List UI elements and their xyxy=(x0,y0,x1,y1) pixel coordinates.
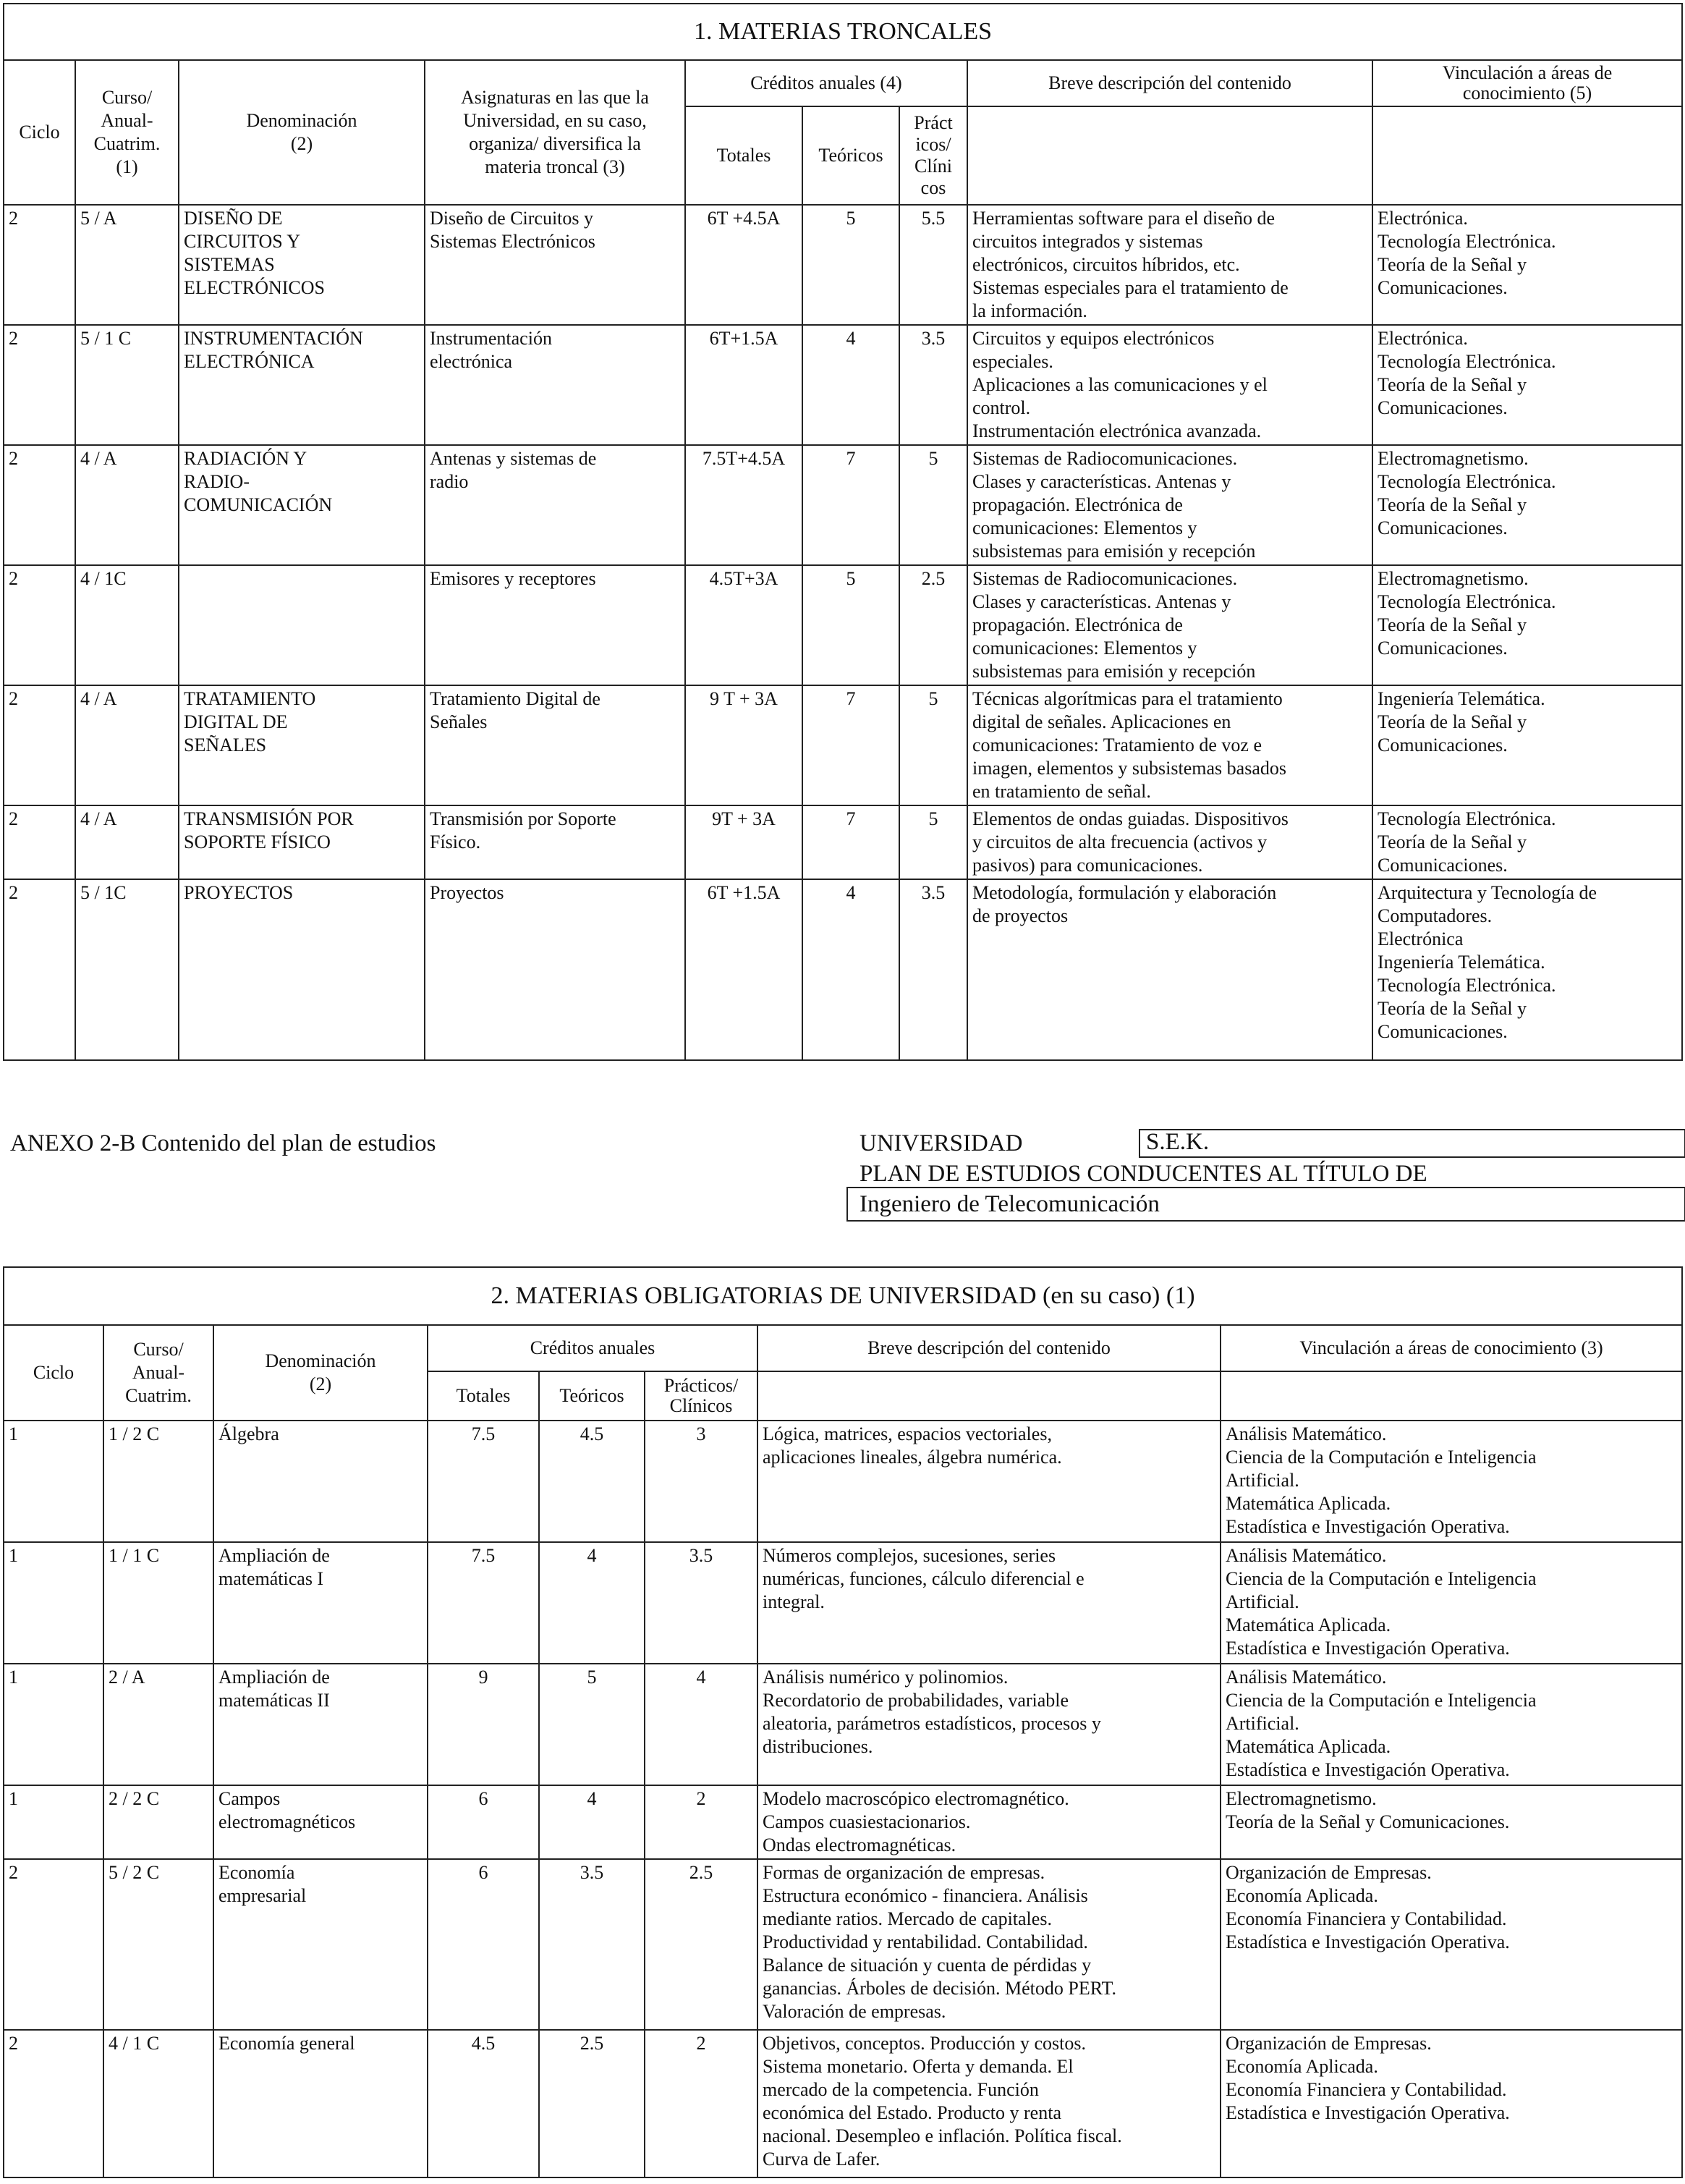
cell-asignaturas: Transmisión por Soporte Físico. xyxy=(425,805,685,879)
cell-vinculacion: Electromagnetismo. Tecnología Electrónica. Teoría de la Señal y Comunicaciones. xyxy=(1372,565,1682,685)
cell-asignaturas: Antenas y sistemas de radio xyxy=(425,445,685,565)
cell-asignaturas: Diseño de Circuitos y Sistemas Electrónicos xyxy=(425,205,685,325)
cell-descripcion: Modelo macroscópico electromagnético. Campos cuasiestacionarios. Ondas electromagnéticas. xyxy=(757,1785,1221,1859)
header-teoricos: Teóricos xyxy=(802,106,899,205)
cell-denominacion: Economía general xyxy=(213,2030,428,2177)
header-vinculacion-blank xyxy=(1372,106,1682,205)
anexo-label: ANEXO 2-B Contenido del plan de estudios xyxy=(10,1130,436,1156)
header-creditos: Créditos anuales xyxy=(428,1325,757,1371)
cell-vinculacion: Electrónica. Tecnología Electrónica. Teoría de la Señal y Comunicaciones. xyxy=(1372,205,1682,325)
cell-asignaturas: Emisores y receptores xyxy=(425,565,685,685)
cell-teoricos: 4 xyxy=(539,1542,645,1664)
cell-teoricos: 4 xyxy=(802,879,899,1060)
header-asignaturas: Asignaturas en las que la Universidad, en su caso, organiza/ diversifica la materia troncal (3) xyxy=(425,60,685,205)
cell-practicos: 2.5 xyxy=(645,1859,757,2030)
cell-practicos: 5.5 xyxy=(899,205,967,325)
cell-vinculacion: Organización de Empresas. Economía Aplicada. Economía Financiera y Contabilidad. Estadística e Investigación Operativa. xyxy=(1221,1859,1682,2030)
cell-ciclo: 1 xyxy=(4,1421,103,1542)
cell-curso: 1 / 2 C xyxy=(103,1421,213,1542)
header-curso: Curso/ Anual- Cuatrim. (1) xyxy=(75,60,179,205)
cell-teoricos: 4 xyxy=(802,325,899,445)
cell-denominacion: Campos electromagnéticos xyxy=(213,1785,428,1859)
table-row xyxy=(4,325,1682,445)
cell-totales: 4.5T+3A xyxy=(685,565,802,685)
cell-ciclo: 2 xyxy=(4,685,75,805)
materias-troncales-table xyxy=(3,3,1683,1061)
cell-ciclo: 2 xyxy=(4,2030,103,2177)
table-row xyxy=(4,879,1682,1060)
cell-totales: 6 xyxy=(428,1785,539,1859)
plan-label: PLAN DE ESTUDIOS CONDUCENTES AL TÍTULO DE xyxy=(860,1161,1427,1187)
header-descripcion-blank xyxy=(967,106,1372,205)
table2-body xyxy=(4,1421,1682,2177)
cell-totales: 9 xyxy=(428,1664,539,1785)
header-totales: Totales xyxy=(685,106,802,205)
cell-practicos: 2.5 xyxy=(899,565,967,685)
table-row xyxy=(4,445,1682,565)
cell-descripcion: Circuitos y equipos electrónicos especiales. Aplicaciones a las comunicaciones y el control. Instrumentación electrónica avanzada. xyxy=(967,325,1372,445)
universidad-box xyxy=(1139,1129,1685,1158)
cell-descripcion: Técnicas algorítmicas para el tratamiento digital de señales. Aplicaciones en comunicaciones: Tratamiento de voz e imagen, elementos y subsistemas basados en tratamiento de señal. xyxy=(967,685,1372,805)
cell-totales: 9 T + 3A xyxy=(685,685,802,805)
cell-curso: 5 / A xyxy=(75,205,179,325)
cell-curso: 1 / 1 C xyxy=(103,1542,213,1664)
cell-curso: 5 / 1 C xyxy=(75,325,179,445)
cell-descripcion: Análisis numérico y polinomios. Recordatorio de probabilidades, variable aleatoria, parámetros estadísticos, procesos y distribuciones. xyxy=(757,1664,1221,1785)
cell-descripcion: Lógica, matrices, espacios vectoriales, aplicaciones lineales, álgebra numérica. xyxy=(757,1421,1221,1542)
cell-practicos: 2 xyxy=(645,1785,757,1859)
cell-totales: 7.5T+4.5A xyxy=(685,445,802,565)
cell-teoricos: 7 xyxy=(802,685,899,805)
cell-curso: 4 / A xyxy=(75,805,179,879)
cell-descripcion: Formas de organización de empresas. Estructura económico - financiera. Análisis mediante ratios. Mercado de capitales. Productividad y rentabilidad. Contabilidad. Balance de situación y cuenta de pérdidas y ganancias. Árboles de decisión. Método PERT. Valoración de empresas. xyxy=(757,1859,1221,2030)
cell-descripcion: Objetivos, conceptos. Producción y costos. Sistema monetario. Oferta y demanda. El mercado de la competencia. Función económica del Estado. Producto y renta nacional. Desempleo e inflación. Política fiscal. Curva de Lafer. xyxy=(757,2030,1221,2177)
cell-curso: 5 / 1C xyxy=(75,879,179,1060)
cell-totales: 6T +1.5A xyxy=(685,879,802,1060)
cell-ciclo: 2 xyxy=(4,445,75,565)
header-descripcion-blank xyxy=(757,1371,1221,1421)
cell-denominacion xyxy=(179,565,425,685)
table1-title: 1. MATERIAS TRONCALES xyxy=(4,4,1682,60)
universidad-label: UNIVERSIDAD xyxy=(860,1130,1023,1156)
cell-totales: 4.5 xyxy=(428,2030,539,2177)
cell-teoricos: 2.5 xyxy=(539,2030,645,2177)
cell-vinculacion: Análisis Matemático. Ciencia de la Computación e Inteligencia Artificial. Matemática Aplicada. Estadística e Investigación Operativa. xyxy=(1221,1421,1682,1542)
cell-descripcion: Sistemas de Radiocomunicaciones. Clases y características. Antenas y propagación. Electrónica de comunicaciones: Elementos y subsistemas para emisión y recepción xyxy=(967,565,1372,685)
cell-vinculacion: Electrónica. Tecnología Electrónica. Teoría de la Señal y Comunicaciones. xyxy=(1372,325,1682,445)
cell-curso: 2 / 2 C xyxy=(103,1785,213,1859)
cell-ciclo: 2 xyxy=(4,1859,103,2030)
cell-descripcion: Números complejos, sucesiones, series numéricas, funciones, cálculo diferencial e integral. xyxy=(757,1542,1221,1664)
cell-teoricos: 5 xyxy=(802,565,899,685)
cell-ciclo: 2 xyxy=(4,805,75,879)
cell-asignaturas: Proyectos xyxy=(425,879,685,1060)
cell-descripcion: Sistemas de Radiocomunicaciones. Clases y características. Antenas y propagación. Electrónica de comunicaciones: Elementos y subsistemas para emisión y recepción xyxy=(967,445,1372,565)
header-descripcion: Breve descripción del contenido xyxy=(967,60,1372,106)
cell-teoricos: 4 xyxy=(539,1785,645,1859)
cell-vinculacion: Electromagnetismo. Teoría de la Señal y Comunicaciones. xyxy=(1221,1785,1682,1859)
cell-practicos: 5 xyxy=(899,445,967,565)
cell-ciclo: 1 xyxy=(4,1664,103,1785)
cell-totales: 6T +4.5A xyxy=(685,205,802,325)
header-denominacion: Denominación (2) xyxy=(213,1325,428,1421)
cell-practicos: 4 xyxy=(645,1664,757,1785)
cell-vinculacion: Electromagnetismo. Tecnología Electrónica. Teoría de la Señal y Comunicaciones. xyxy=(1372,445,1682,565)
materias-obligatorias-table xyxy=(3,1266,1683,2178)
table-row xyxy=(4,805,1682,879)
cell-denominacion: TRATAMIENTO DIGITAL DE SEÑALES xyxy=(179,685,425,805)
cell-vinculacion: Análisis Matemático. Ciencia de la Computación e Inteligencia Artificial. Matemática Aplicada. Estadística e Investigación Operativa. xyxy=(1221,1664,1682,1785)
table-row xyxy=(4,2030,1682,2177)
table-row xyxy=(4,1542,1682,1664)
cell-denominacion: RADIACIÓN Y RADIO- COMUNICACIÓN xyxy=(179,445,425,565)
cell-totales: 9T + 3A xyxy=(685,805,802,879)
cell-vinculacion: Ingeniería Telemática. Teoría de la Señal y Comunicaciones. xyxy=(1372,685,1682,805)
titulo-value: Ingeniero de Telecomunicación xyxy=(860,1191,1160,1217)
cell-denominacion: Ampliación de matemáticas I xyxy=(213,1542,428,1664)
header-descripcion: Breve descripción del contenido xyxy=(757,1325,1221,1371)
table-row xyxy=(4,685,1682,805)
cell-teoricos: 5 xyxy=(539,1664,645,1785)
cell-denominacion: TRANSMISIÓN POR SOPORTE FÍSICO xyxy=(179,805,425,879)
header-curso: Curso/ Anual- Cuatrim. xyxy=(103,1325,213,1421)
table-row xyxy=(4,1785,1682,1859)
header-practicos: Prácticos/ Clínicos xyxy=(645,1371,757,1421)
cell-curso: 4 / A xyxy=(75,685,179,805)
cell-teoricos: 7 xyxy=(802,445,899,565)
table-row xyxy=(4,565,1682,685)
cell-ciclo: 2 xyxy=(4,879,75,1060)
cell-practicos: 3.5 xyxy=(899,325,967,445)
table2-title: 2. MATERIAS OBLIGATORIAS DE UNIVERSIDAD (en su caso) (1) xyxy=(4,1267,1682,1325)
table1-body xyxy=(4,205,1682,1060)
cell-descripcion: Elementos de ondas guiadas. Dispositivos y circuitos de alta frecuencia (activos y pasivos) para comunicaciones. xyxy=(967,805,1372,879)
header-creditos: Créditos anuales (4) xyxy=(685,60,967,106)
header-vinculacion: Vinculación a áreas de conocimiento (5) xyxy=(1372,60,1682,106)
cell-curso: 2 / A xyxy=(103,1664,213,1785)
header-ciclo: Ciclo xyxy=(4,1325,103,1421)
cell-descripcion: Herramientas software para el diseño de circuitos integrados y sistemas electrónicos, circuitos híbridos, etc. Sistemas especiales para el tratamiento de la información. xyxy=(967,205,1372,325)
cell-vinculacion: Tecnología Electrónica. Teoría de la Señal y Comunicaciones. xyxy=(1372,805,1682,879)
cell-practicos: 5 xyxy=(899,805,967,879)
cell-ciclo: 1 xyxy=(4,1785,103,1859)
cell-teoricos: 7 xyxy=(802,805,899,879)
header-denominacion: Denominación (2) xyxy=(179,60,425,205)
cell-curso: 5 / 2 C xyxy=(103,1859,213,2030)
header-vinculacion: Vinculación a áreas de conocimiento (3) xyxy=(1221,1325,1682,1371)
cell-totales: 7.5 xyxy=(428,1542,539,1664)
cell-asignaturas: Instrumentación electrónica xyxy=(425,325,685,445)
cell-denominacion: INSTRUMENTACIÓN ELECTRÓNICA xyxy=(179,325,425,445)
header-teoricos: Teóricos xyxy=(539,1371,645,1421)
cell-vinculacion: Análisis Matemático. Ciencia de la Computación e Inteligencia Artificial. Matemática Aplicada. Estadística e Investigación Operativa. xyxy=(1221,1542,1682,1664)
cell-curso: 4 / A xyxy=(75,445,179,565)
table-row xyxy=(4,1859,1682,2030)
header-totales: Totales xyxy=(428,1371,539,1421)
header-ciclo: Ciclo xyxy=(4,60,75,205)
cell-practicos: 3.5 xyxy=(645,1542,757,1664)
header-vinculacion-blank xyxy=(1221,1371,1682,1421)
cell-practicos: 3.5 xyxy=(899,879,967,1060)
cell-ciclo: 2 xyxy=(4,205,75,325)
cell-totales: 6 xyxy=(428,1859,539,2030)
cell-teoricos: 3.5 xyxy=(539,1859,645,2030)
cell-totales: 7.5 xyxy=(428,1421,539,1542)
cell-ciclo: 1 xyxy=(4,1542,103,1664)
cell-ciclo: 2 xyxy=(4,325,75,445)
table-row xyxy=(4,205,1682,325)
cell-vinculacion: Arquitectura y Tecnología de Computadores. Electrónica Ingeniería Telemática. Tecnología Electrónica. Teoría de la Señal y Comunicaciones. xyxy=(1372,879,1682,1060)
cell-teoricos: 5 xyxy=(802,205,899,325)
cell-descripcion: Metodología, formulación y elaboración de proyectos xyxy=(967,879,1372,1060)
header-practicos: Práct icos/ Clíni cos xyxy=(899,106,967,205)
cell-curso: 4 / 1C xyxy=(75,565,179,685)
cell-denominacion: Ampliación de matemáticas II xyxy=(213,1664,428,1785)
cell-practicos: 2 xyxy=(645,2030,757,2177)
table-row xyxy=(4,1664,1682,1785)
cell-asignaturas: Tratamiento Digital de Señales xyxy=(425,685,685,805)
cell-curso: 4 / 1 C xyxy=(103,2030,213,2177)
cell-teoricos: 4.5 xyxy=(539,1421,645,1542)
cell-vinculacion: Organización de Empresas. Economía Aplicada. Economía Financiera y Contabilidad. Estadística e Investigación Operativa. xyxy=(1221,2030,1682,2177)
cell-practicos: 3 xyxy=(645,1421,757,1542)
cell-ciclo: 2 xyxy=(4,565,75,685)
cell-totales: 6T+1.5A xyxy=(685,325,802,445)
cell-denominacion: PROYECTOS xyxy=(179,879,425,1060)
cell-denominacion: DISEÑO DE CIRCUITOS Y SISTEMAS ELECTRÓNICOS xyxy=(179,205,425,325)
cell-denominacion: Economía empresarial xyxy=(213,1859,428,2030)
cell-denominacion: Álgebra xyxy=(213,1421,428,1542)
table-row xyxy=(4,1421,1682,1542)
universidad-value: S.E.K. xyxy=(1146,1129,1210,1155)
cell-practicos: 5 xyxy=(899,685,967,805)
